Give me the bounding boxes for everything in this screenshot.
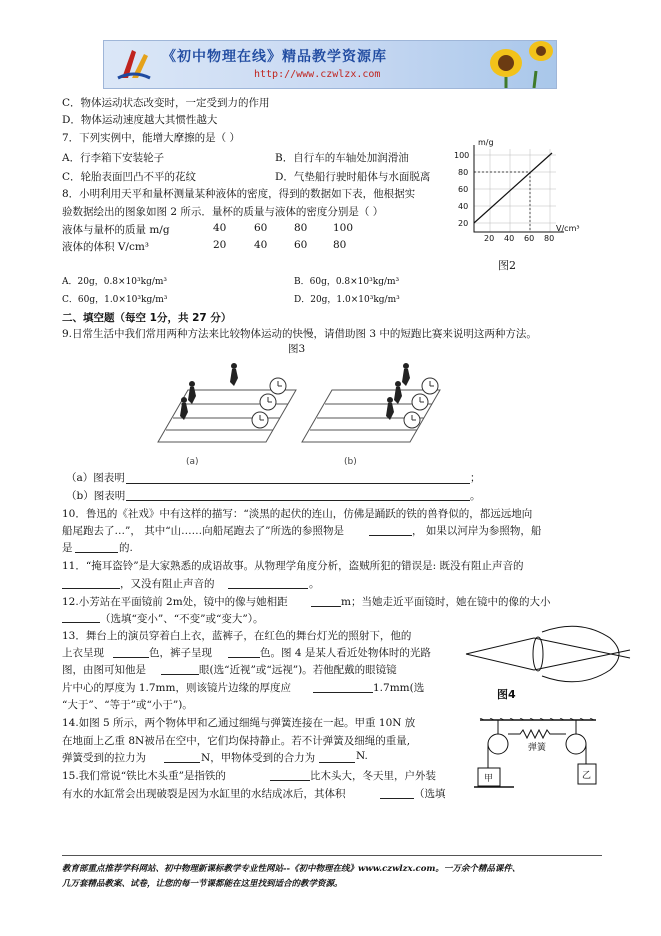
- q15-blank-1[interactable]: [270, 780, 310, 781]
- q8-option-d: D．20g，1.0×10³kg/m³: [294, 295, 400, 305]
- footer-line2: 几万套精品教案、试卷，让您的每一节课都能在这里找到适合的教学资源。: [62, 879, 343, 889]
- q13-line2-b: 色，裤子呈现: [149, 647, 212, 659]
- q10-line3-b: 的.: [119, 542, 133, 554]
- q14-line3-c: N.: [356, 750, 368, 762]
- q13-line1: 13．舞台上的演员穿着白上衣，蓝裤子，在红色的舞台灯光的照射下，他的: [62, 630, 412, 642]
- table-row-label: 液体与量杯的质量 m/g: [62, 224, 170, 236]
- q12-line1-b: m；当她走近平面镜时，她在镜中的像的大小: [341, 596, 551, 608]
- q9-answer-a-end: ；: [470, 472, 481, 484]
- q7-option-c: C．轮胎表面凹凸不平的花纹: [62, 171, 197, 183]
- q10-line2-b: ， 如果以河岸为参照物，船: [412, 525, 542, 537]
- q15-line1-b: 比木头大，冬天里，户外装: [310, 770, 436, 782]
- q8-stem-line1: 8．小明利用天平和量杯测量某种液体的密度，得到的数据如下表，他根据实: [62, 188, 416, 200]
- y-tick-label: 40: [458, 202, 469, 211]
- q13-line3-a: 图，由图可知他是: [62, 664, 146, 676]
- q8-option-b: B．60g，0.8×10³kg/m³: [294, 277, 400, 287]
- table-cell: 20: [213, 239, 227, 251]
- q13-blank-2[interactable]: [228, 657, 260, 658]
- q10-blank-1[interactable]: [369, 535, 412, 536]
- q11-blank-1[interactable]: [62, 588, 120, 589]
- q11-blank-2[interactable]: [228, 588, 308, 589]
- q13-blank-4[interactable]: [313, 692, 373, 693]
- q10-line3-a: 是: [62, 542, 73, 554]
- figure-3b-label: (b): [344, 457, 357, 467]
- table-cell: 40: [213, 222, 227, 234]
- banner-url[interactable]: http://www.czwlzx.com: [254, 69, 381, 80]
- figure-3-race-illustration: [148, 360, 458, 475]
- site-banner: [103, 40, 557, 89]
- table-cell: 100: [333, 222, 354, 234]
- banner-title: 《初中物理在线》精品教学资源库: [162, 49, 387, 65]
- q9-answer-a-label: （a）图表明: [66, 472, 125, 484]
- object-yi-label: 乙: [582, 771, 592, 781]
- x-tick-label: 40: [504, 234, 515, 243]
- q11-line2-a: ，又没有阻止声音的: [120, 578, 215, 590]
- q13-line3-b: 眼(选“近视”或“远视”)。若他配戴的眼镜镜: [199, 664, 397, 676]
- q14-line3-a: 弹簧受到的拉力为: [62, 752, 146, 764]
- figure-3a-label: (a): [186, 457, 199, 467]
- figure-2-graph: [452, 135, 582, 245]
- logo-icon: [114, 44, 154, 84]
- q10-blank-2[interactable]: [75, 552, 118, 553]
- x-tick-label: 20: [484, 234, 495, 243]
- figure-4-caption: 图4: [497, 688, 516, 701]
- spring-label: 弹簧: [528, 743, 547, 753]
- q10-line1: 10．鲁迅的《社戏》中有这样的描写：“淡黑的起伏的连山，仿佛是踊跃的铁的兽脊似的，都远远地向: [62, 508, 533, 520]
- q8-option-a: A．20g，0.8×10³kg/m³: [62, 277, 168, 287]
- object-jia-label: 甲: [484, 774, 494, 784]
- figure-3-label: 图3: [288, 343, 306, 355]
- x-axis-label: V/cm³: [556, 224, 580, 233]
- q9-answer-b-end: 。: [470, 490, 481, 502]
- q11-line1: 11．“掩耳盗铃”是大家熟悉的成语故事。从物理学角度分析，盗贼所犯的错误是: 既没有阻止声音的: [62, 560, 524, 572]
- q9-answer-b-label: （b）图表明: [66, 490, 126, 502]
- q13-line2-c: 色。图 4 是某人看近处物体时的光路: [260, 647, 431, 659]
- table-cell: 60: [294, 239, 308, 251]
- y-tick-label: 100: [454, 151, 470, 160]
- y-tick-label: 20: [458, 219, 469, 228]
- q14-blank-2[interactable]: [319, 762, 355, 763]
- q12-line1-a: 12.小芳站在平面镜前 2m处，镜中的像与她相距: [62, 596, 288, 608]
- q7-stem: 7．下列实例中，能增大摩擦的是（ ）: [62, 132, 241, 144]
- table-cell: 80: [294, 222, 308, 234]
- q7-option-d: D．气垫船行驶时船体与水面脱离: [275, 171, 431, 183]
- table-cell: 40: [254, 239, 268, 251]
- table-row-label: 液体的体积 V/cm³: [62, 241, 150, 253]
- q10-line2-a: 船尾跑去了…”， 其中“山……向船尾跑去了”所选的参照物是: [62, 525, 344, 537]
- q12-blank-2[interactable]: [62, 622, 100, 623]
- figure-4-eye-diagram: [460, 624, 640, 684]
- q7-option-b: B．自行车的车轴处加润滑油: [275, 152, 409, 164]
- q12-line2: （选填“变小”、“不变”或“变大”）。: [100, 613, 264, 625]
- section-2-title: 二、填空题（每空 1分，共 27 分）: [62, 312, 232, 324]
- q7-option-a: A．行李箱下安装轮子: [62, 152, 165, 164]
- q13-line4-a: 片中心的厚度为 1.7mm，则该镜片边缘的厚度应: [62, 682, 291, 694]
- q14-line2: 在地面上乙重 8N被吊在空中，它们均保持静止。若不计弹簧及细绳的重量,: [62, 735, 411, 747]
- q14-line3-b: N，甲物体受到的合力为: [201, 752, 316, 764]
- q9-answer-a-blank[interactable]: [126, 483, 470, 484]
- q6-option-d: D．物体运动速度越大其惯性越大: [62, 114, 218, 126]
- y-tick-label: 80: [458, 168, 469, 177]
- footer-divider: [62, 855, 602, 856]
- q13-line2-a: 上衣呈现: [62, 647, 104, 659]
- q6-option-c: C．物体运动状态改变时，一定受到力的作用: [62, 97, 270, 109]
- q14-line1: 14.如图 5 所示，两个物体甲和乙通过细绳与弹簧连接在一起。甲重 10N 放: [62, 717, 416, 729]
- x-tick-label: 60: [524, 234, 535, 243]
- y-tick-label: 60: [458, 185, 469, 194]
- q8-stem-line2: 验数据绘出的图象如图 2 所示．量杯的质量与液体的密度分别是（ ）: [62, 206, 384, 218]
- q13-blank-3[interactable]: [161, 674, 199, 675]
- q9-stem: 9.日常生活中我们常用两种方法来比较物体运动的快慢，请借助图 3 中的短跑比赛来说明这两种方法。: [62, 328, 537, 340]
- q9-answer-b-blank[interactable]: [126, 500, 470, 501]
- q13-line5: “大于”、“等于”或“小于”)。: [62, 699, 193, 711]
- q15-line2-a: 有水的水缸常会出现破裂是因为水缸里的水结成冰后，其体积: [62, 788, 346, 800]
- sunflower-icon: [476, 41, 556, 88]
- q15-blank-2[interactable]: [380, 798, 414, 799]
- q8-option-c: C．60g，1.0×10³kg/m³: [62, 295, 168, 305]
- figure-2-caption: 图2: [498, 259, 516, 272]
- table-cell: 80: [333, 239, 347, 251]
- x-tick-label: 80: [544, 234, 555, 243]
- y-axis-label: m/g: [478, 138, 494, 147]
- q15-line1-a: 15.我们常说“铁比木头重”是指铁的: [62, 770, 226, 782]
- figure-5-pulley-diagram: [474, 718, 604, 793]
- q11-line2-b: 。: [309, 578, 320, 590]
- q15-line2-b: （选填: [414, 788, 446, 800]
- table-cell: 60: [254, 222, 268, 234]
- q13-blank-1[interactable]: [113, 657, 149, 658]
- q12-blank-1[interactable]: [311, 606, 341, 607]
- q13-line4-b: 1.7mm(选: [373, 682, 425, 694]
- footer-line1: 教育部重点推荐学科网站、初中物理新课标教学专业性网站--《初中物理在线》www.czwlzx.com。一万余个精品课件、: [62, 864, 521, 874]
- q14-blank-1[interactable]: [164, 762, 200, 763]
